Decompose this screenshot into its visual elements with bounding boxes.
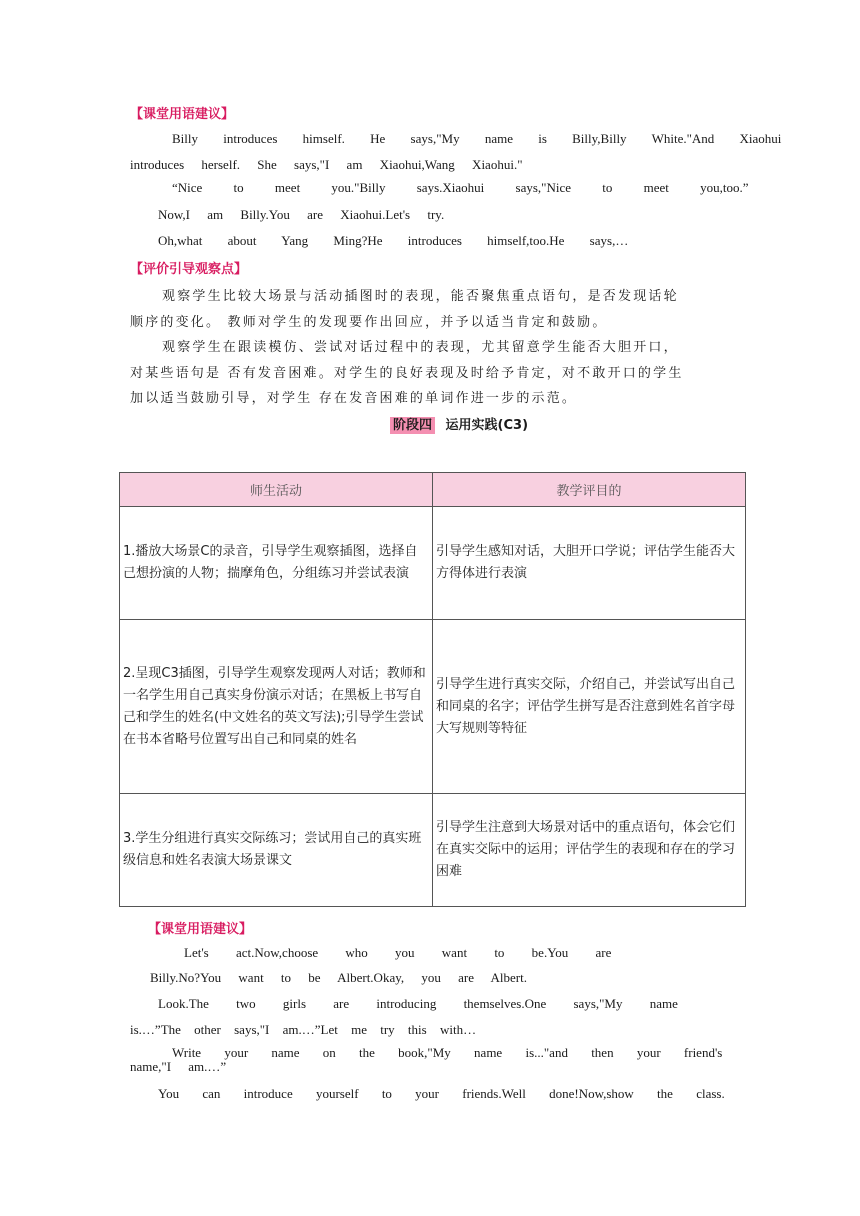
text-line: is.…”The other says,"I am.…”Let me try this with… <box>130 1022 477 1037</box>
text-line: Billy introduces himself. He says,"My name is Billy,Billy White."And Xiaohui <box>172 131 782 146</box>
text-line: 观察学生在跟读模仿、尝试对话过程中的表现，尤其留意学生能否大胆开口， <box>162 340 679 355</box>
text-line: Look.The two girls are introducing themselves.One says,"My name <box>158 996 678 1011</box>
section-heading-classroom-language-2: 【课堂用语建议】 <box>148 922 253 937</box>
text-line: You can introduce yourself to your friends.Well done!Now,show the class. <box>158 1086 725 1101</box>
stage-title <box>390 414 528 433</box>
text-line: 对某些语句是 否有发音困难。对学生的良好表现及时给予肯定，对不敢开口的学生 <box>130 366 684 381</box>
activity-cell: 2.呈现C3插图，引导学生观察发现两人对话；教师和一名学生用自己真实身份演示对话；在黑板上书写自己和学生的姓名(中文姓名的英文写法);引导学生尝试在书本省略号位置写出自己和同桌的姓名 <box>120 620 433 794</box>
table-row <box>120 620 746 794</box>
section-heading-classroom-language: 【课堂用语建议】 <box>130 107 235 122</box>
text-line: Oh,what about Yang Ming?He introduces himself,too.He says,… <box>158 233 629 248</box>
text-line: 加以适当鼓励引导，对学生 存在发音困难的单词作进一步的示范。 <box>130 391 578 406</box>
table-header-row <box>120 473 746 507</box>
purpose-cell: 引导学生进行真实交际，介绍自己，并尝试写出自己和同桌的名字；评估学生拼写是否注意到姓名首字母大写规则等特征 <box>433 620 746 794</box>
activity-cell: 1.播放大场景C的录音，引导学生观察插图，选择自己想扮演的人物；揣摩角色，分组练习并尝试表演 <box>120 507 433 620</box>
stage-name: 运用实践(C3) <box>445 418 529 433</box>
text-line: Billy.No?You want to be Albert.Okay, you are Albert. <box>150 970 527 985</box>
purpose-cell: 引导学生感知对话，大胆开口学说；评估学生能否大方得体进行表演 <box>433 507 746 620</box>
text-line: “Nice to meet you."Billy says.Xiaohui says,"Nice to meet you,too.” <box>172 180 749 195</box>
text-line: Now,I am Billy.You are Xiaohui.Let's try. <box>158 207 445 222</box>
table-row <box>120 794 746 907</box>
text-line: 观察学生比较大场景与活动插图时的表现，能否聚焦重点语句，是否发现话轮 <box>162 289 679 304</box>
text-line: Let's act.Now,choose who you want to be.You are <box>184 945 612 960</box>
column-header-purpose: 教学评目的 <box>433 473 746 507</box>
stage-label: 阶段四 <box>390 417 435 434</box>
activity-cell: 3.学生分组进行真实交际练习；尝试用自己的真实班级信息和姓名表演大场景课文 <box>120 794 433 907</box>
table-row <box>120 507 746 620</box>
text-line: Write your name on the book,"My name is..."and then your friend's <box>172 1045 723 1060</box>
purpose-cell: 引导学生注意到大场景对话中的重点语句，体会它们在真实交际中的运用；评估学生的表现和存在的学习困难 <box>433 794 746 907</box>
column-header-activity: 师生活动 <box>120 473 433 507</box>
section-heading-evaluation-points: 【评价引导观察点】 <box>130 262 248 277</box>
activity-table <box>119 472 746 907</box>
text-line: introduces herself. She says,"I am Xiaohui,Wang Xiaohui." <box>130 157 523 172</box>
text-line: 顺序的变化。 教师对学生的发现要作出回应，并予以适当肯定和鼓励。 <box>130 315 608 330</box>
text-line: name,"I am.…” <box>130 1059 227 1074</box>
